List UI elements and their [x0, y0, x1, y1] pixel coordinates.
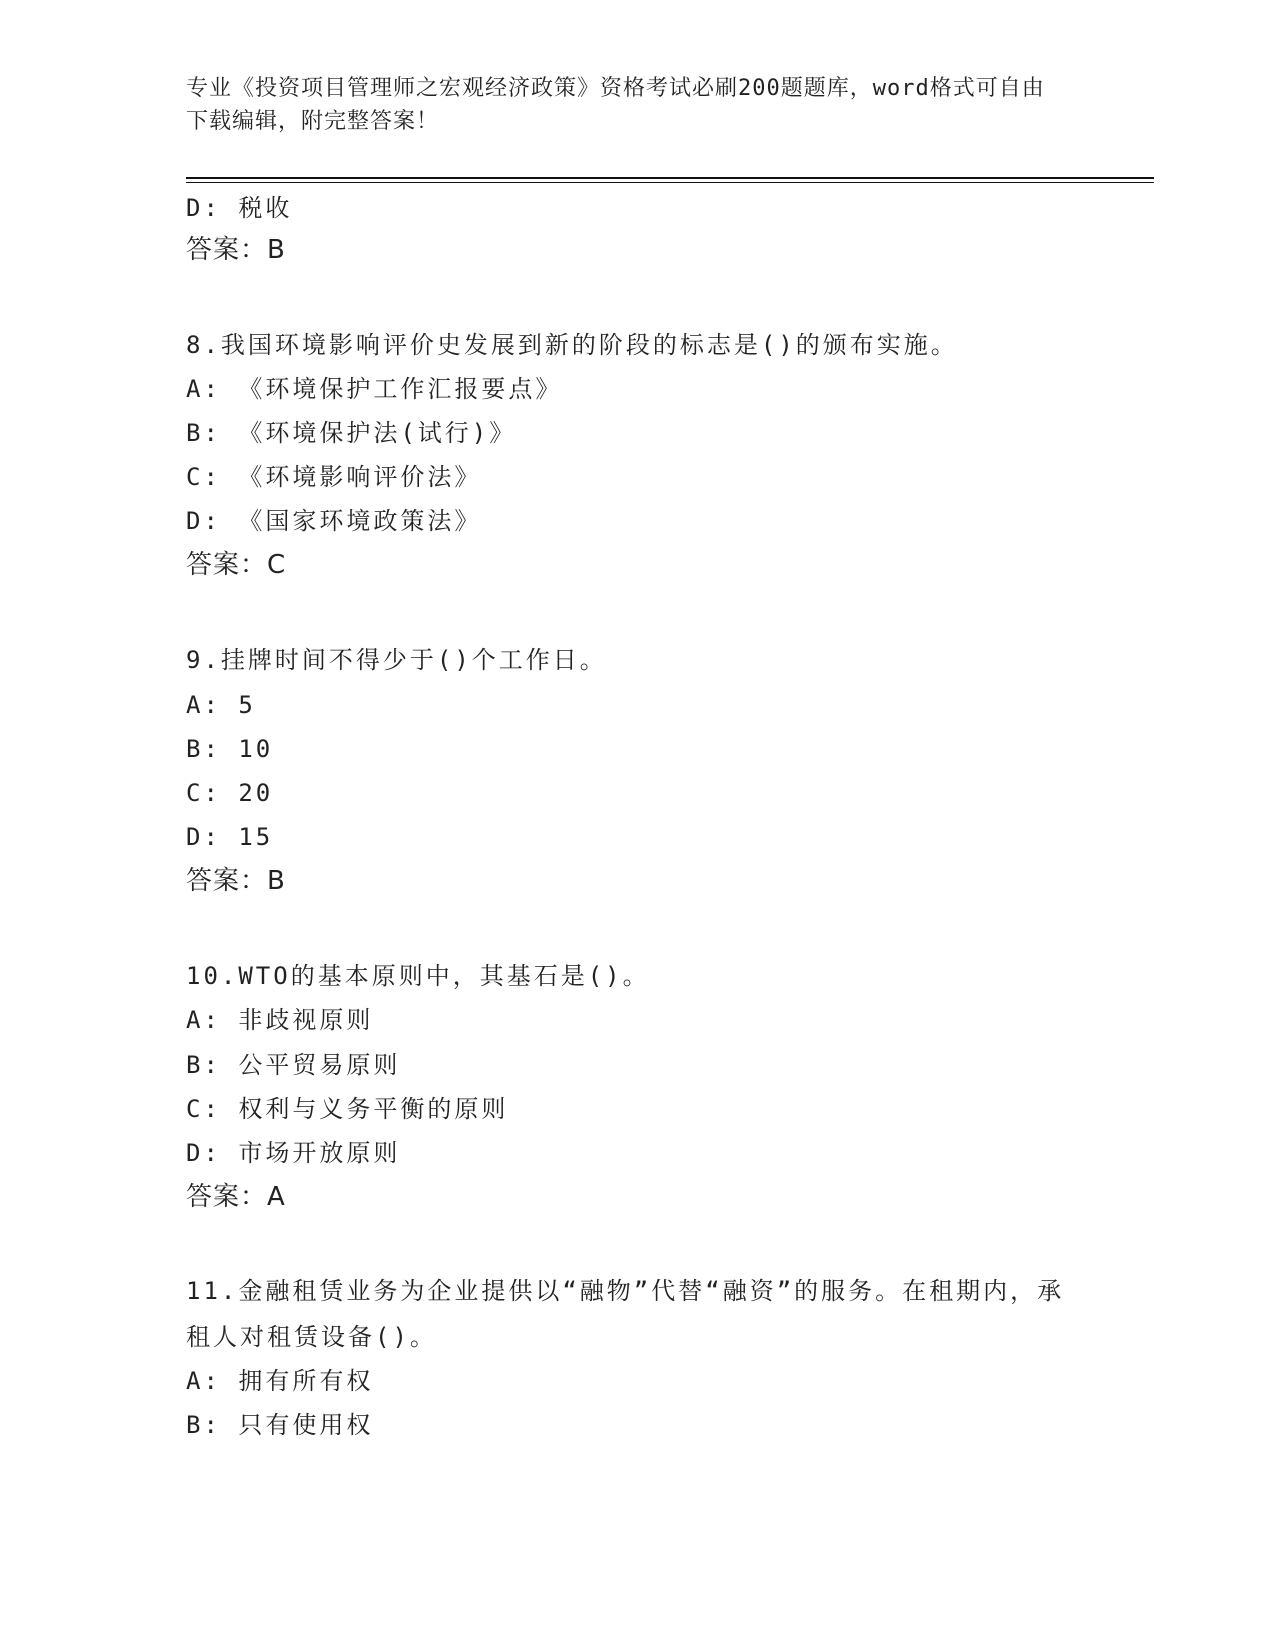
question-9-option-b: B: 10 [186, 735, 274, 763]
option-d: D: 税收 [186, 194, 293, 222]
question-8-option-b: B: 《环境保护法(试行)》 [186, 419, 517, 447]
question-10-option-d: D: 市场开放原则 [186, 1139, 401, 1167]
question-10-answer: 答案：A [186, 1182, 286, 1212]
question-8-stem: 8.我国环境影响评价史发展到新的阶段的标志是()的颁布实施。 [186, 331, 958, 359]
question-9-stem: 9.挂牌时间不得少于()个工作日。 [186, 646, 607, 674]
header-rule-thick [186, 177, 1154, 179]
question-10-option-b: B: 公平贸易原则 [186, 1051, 401, 1079]
question-11-option-a: A: 拥有所有权 [186, 1367, 374, 1395]
question-10-option-c: C: 权利与义务平衡的原则 [186, 1095, 509, 1123]
question-11-stem: 11.金融租赁业务为企业提供以“融物”代替“融资”的服务。在租期内，承租人对租赁设备()。 [186, 1277, 1065, 1351]
question-9-option-c: C: 20 [186, 779, 274, 807]
header-rule-thin [186, 182, 1154, 183]
question-8-option-c: C: 《环境影响评价法》 [186, 463, 482, 491]
question-8-answer: 答案：C [186, 550, 287, 580]
question-10-stem: 10.WTO的基本原则中，其基石是()。 [186, 962, 650, 990]
document-header: 专业《投资项目管理师之宏观经济政策》资格考试必刷200题题库，word格式可自由下载编辑，附完整答案！ [186, 76, 1045, 134]
answer: 答案：B [186, 235, 286, 265]
question-8-option-d: D: 《国家环境政策法》 [186, 507, 482, 535]
question-9-option-a: A: 5 [186, 691, 256, 719]
question-10-option-a: A: 非歧视原则 [186, 1006, 374, 1034]
question-9-option-d: D: 15 [186, 823, 274, 851]
question-9-answer: 答案：B [186, 866, 286, 896]
question-8-option-a: A: 《环境保护工作汇报要点》 [186, 375, 563, 403]
question-11-option-b: B: 只有使用权 [186, 1411, 374, 1439]
